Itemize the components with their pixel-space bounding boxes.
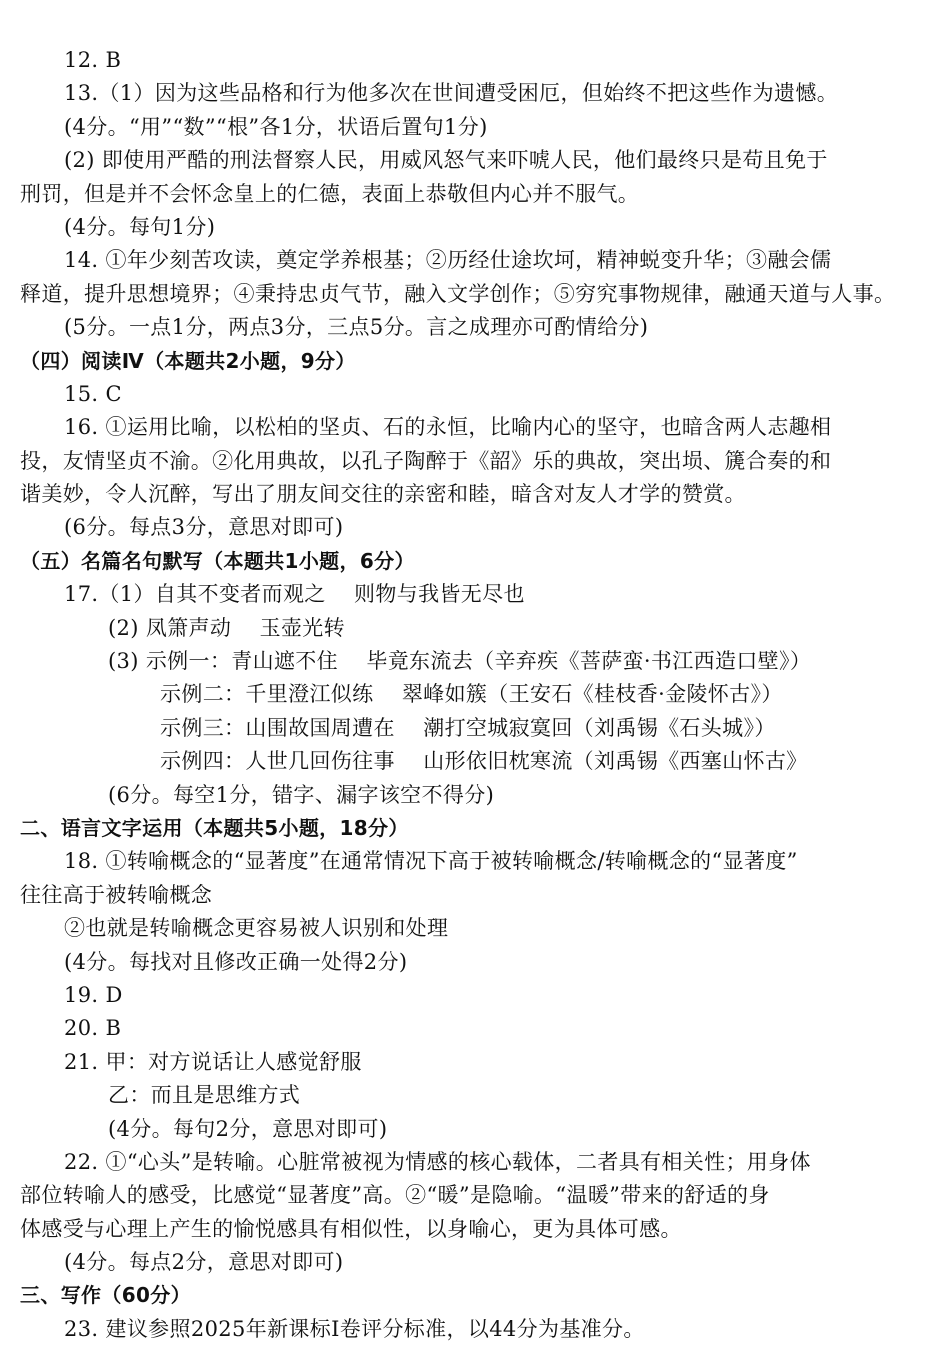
- answer-21-jia: 21. 甲：对方说话让人感觉舒服: [64, 1049, 362, 1074]
- section-heading-reading-4: （四）阅读Ⅳ（本题共2小题，9分）: [20, 348, 356, 373]
- answer-13-2: (2) 即使用严酷的刑法督察人民，用威风怒气来吓唬人民，他们最终只是苟且免于: [64, 148, 828, 173]
- section-heading-recitation: （五）名篇名句默写（本题共1小题，6分）: [20, 548, 415, 573]
- answer-23: 23. 建议参照2025年新课标Ⅰ卷评分标准，以44分为基准分。: [64, 1316, 645, 1341]
- answer-18-2: ②也就是转喻概念更容易被人识别和处理: [64, 916, 449, 941]
- scoring-note-18: (4分。每找对且修改正确一处得2分): [64, 949, 408, 974]
- answer-22-cont-1: 部位转喻人的感受，比感觉“显著度”高。②“暖”是隐喻。“温暖”带来的舒适的身: [20, 1183, 770, 1208]
- scoring-note-13-2: (4分。每句1分): [64, 214, 216, 239]
- answer-17-1: 17.（1）自其不变者而观之 则物与我皆无尽也: [64, 582, 525, 607]
- answer-16-cont-1: 投，友情坚贞不渝。②化用典故，以孔子陶醉于《韶》乐的典故，突出埙、篪合奏的和: [20, 448, 832, 473]
- answer-22: 22. ①“心头”是转喻。心脏常被视为情感的核心载体，二者具有相关性；用身体: [64, 1149, 811, 1174]
- section-heading-writing: 三、写作（60分）: [20, 1283, 191, 1308]
- scoring-note-17: (6分。每空1分，错字、漏字该空不得分): [108, 782, 495, 807]
- answer-17-3-example-1: (3) 示例一：青山遮不住 毕竟东流去（辛弃疾《菩萨蛮·书江西造口壁》）: [108, 649, 812, 674]
- answer-19: 19. D: [64, 982, 123, 1007]
- section-heading-language-use: 二、语言文字运用（本题共5小题，18分）: [20, 815, 409, 840]
- scoring-note-13-1: (4分。“用”“数”“根”各1分，状语后置句1分): [64, 114, 488, 139]
- answer-15: 15. C: [64, 381, 122, 406]
- answer-21-yi: 乙：而且是思维方式: [108, 1083, 301, 1108]
- answer-17-3-example-3: 示例三：山围故国周遭在 潮打空城寂寞回（刘禹锡《石头城》）: [160, 715, 776, 740]
- answer-20: 20. B: [64, 1016, 122, 1041]
- answer-16: 16. ①运用比喻，以松柏的坚贞、石的永恒，比喻内心的坚守，也暗含两人志趣相: [64, 415, 832, 440]
- answer-17-2: (2) 凤箫声动 玉壶光转: [108, 615, 345, 640]
- scoring-note-22: (4分。每点2分，意思对即可): [64, 1250, 344, 1275]
- answer-16-cont-2: 谐美妙，令人沉醉，写出了朋友间交往的亲密和睦，暗含对友人才学的赞赏。: [20, 482, 746, 507]
- answer-13-2-cont: 刑罚，但是并不会怀念皇上的仁德，表面上恭敬但内心并不服气。: [20, 181, 640, 206]
- answer-13-1: 13.（1）因为这些品格和行为他多次在世间遭受困厄，但始终不把这些作为遗憾。: [64, 81, 839, 106]
- scoring-note-14: (5分。一点1分，两点3分，三点5分。言之成理亦可酌情给分): [64, 315, 649, 340]
- answer-17-3-example-4: 示例四：人世几回伤往事 山形依旧枕寒流（刘禹锡《西塞山怀古》: [160, 749, 808, 774]
- answer-18-1-cont: 往往高于被转喻概念: [20, 882, 213, 907]
- answer-17-3-example-2: 示例二：千里澄江似练 翠峰如簇（王安石《桂枝香·金陵怀古》）: [160, 682, 783, 707]
- answer-22-cont-2: 体感受与心理上产生的愉悦感具有相似性，以身喻心，更为具体可感。: [20, 1216, 682, 1241]
- answer-14-cont: 释道，提升思想境界；④秉持忠贞气节，融入文学创作；⑤穷究事物规律，融通天道与人事。: [20, 281, 896, 306]
- answer-12: 12. B: [64, 48, 122, 72]
- answer-18-1: 18. ①转喻概念的“显著度”在通常情况下高于被转喻概念/转喻概念的“显著度”: [64, 849, 798, 874]
- answer-14: 14. ①年少刻苦攻读，奠定学养根基；②历经仕途坎坷，精神蜕变升华；③融会儒: [64, 248, 832, 273]
- scoring-note-16: (6分。每点3分，意思对即可): [64, 515, 344, 540]
- scoring-note-21: (4分。每句2分，意思对即可): [108, 1116, 388, 1141]
